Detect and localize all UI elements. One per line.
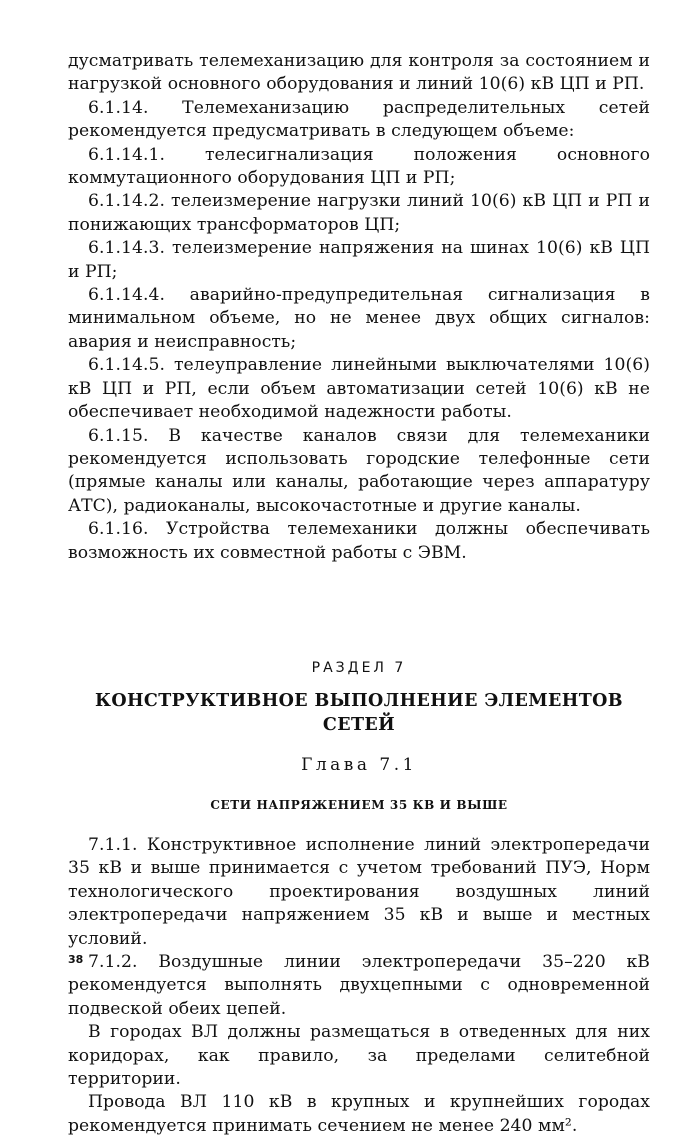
paragraph-6-1-15: 6.1.15. В качестве каналов связи для телемеханики рекомендуется использовать городские телефонные сети (прямые каналы или каналы, работающие через аппаратуру АТС), радиоканалы, высокочастотные и другие каналы. (68, 425, 650, 516)
paragraph-6-1-14-2: 6.1.14.2. телеизмерение нагрузки линий 10(6) кВ ЦП и РП и понижающих трансформаторов ЦП; (68, 191, 650, 235)
paragraph-6-1-14-1: 6.1.14.1. телесигнализация положения основного коммутационного оборудования ЦП и РП; (68, 144, 650, 189)
chapter-title: СЕТИ НАПРЯЖЕНИЕМ 35 КВ И ВЫШЕ (210, 797, 508, 812)
top-text-block (68, 50, 650, 565)
page-number: 38 (68, 953, 84, 966)
paragraph-6-1-14-5: 6.1.14.5. телеуправление линейными выключателями 10(6) кВ ЦП и РП, если объем автоматизации сетей 10(6) кВ не обеспечивает необходимой надежности работы. (68, 355, 650, 423)
paragraph-7-1-1: 7.1.1. Конструктивное исполнение линий электропередачи 35 кВ и выше принимается с учетом требований ПУЭ, Норм технологического проектирования воздушных линий электропередачи напряжением 35 кВ и выше и местных условий. (68, 834, 650, 949)
paragraph-vl-110-wires: Провода ВЛ 110 кВ в крупных и крупнейших городах рекомендуется принимать сечением не менее 240 мм². (68, 1092, 650, 1136)
paragraph-7-1-2: 7.1.2. Воздушные линии электропередачи 35–220 кВ рекомендуется выполнять двухцепными с одновременной подвеской обеих цепей. (68, 952, 650, 1019)
paragraph-6-1-14-4: 6.1.14.4. аварийно-предупредительная сигнализация в минимальном объеме, но не менее двух общих сигналов: авария и неисправность; (68, 285, 650, 352)
chapter-label: Глава 7.1 (301, 755, 417, 776)
paragraph-6-1-14: 6.1.14. Телемеханизацию распределительных сетей рекомендуется предусматривать в следующем объеме: (68, 97, 650, 142)
paragraph-6-1-14-3: 6.1.14.3. телеизмерение напряжения на шинах 10(6) кВ ЦП и РП; (68, 238, 650, 282)
document-page (68, 50, 650, 1138)
section-title: КОНСТРУКТИВНОЕ ВЫПОЛНЕНИЕ ЭЛЕМЕНТОВ СЕТЕЙ (95, 691, 623, 735)
section-label: РАЗДЕЛ 7 (311, 659, 407, 676)
paragraph-continuation: дусматривать телемеханизацию для контроля за состоянием и нагрузкой основного оборудования и линий 10(6) кВ ЦП и РП. (68, 51, 650, 95)
section-spacer (68, 565, 650, 657)
bottom-text-block (68, 834, 650, 1138)
paragraph-6-1-16: 6.1.16. Устройства телемеханики должны обеспечивать возможность их совместной работы с ЭВМ. (68, 519, 650, 563)
paragraph-vl-corridors: В городах ВЛ должны размещаться в отведенных для них коридорах, как правило, за пределами селитебной территории. (68, 1022, 650, 1090)
